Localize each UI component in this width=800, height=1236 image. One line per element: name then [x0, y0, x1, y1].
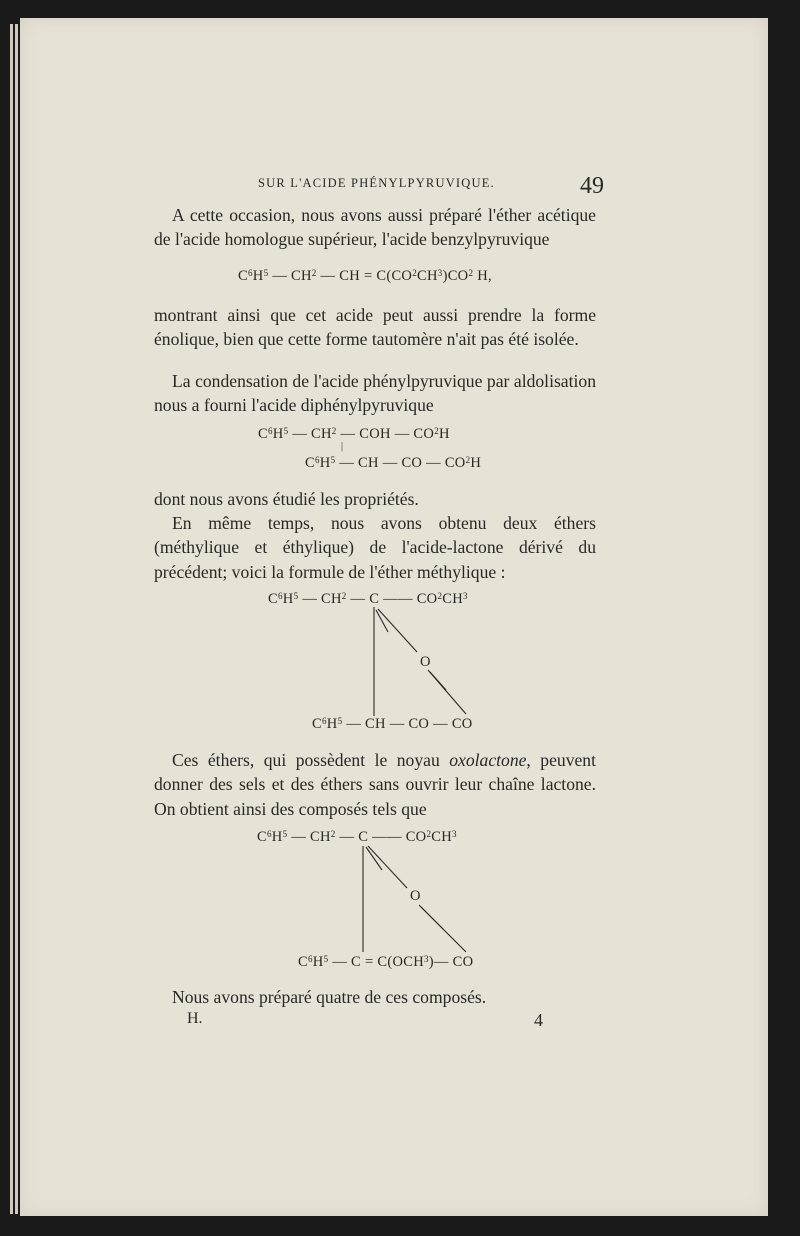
- running-title: SUR L'ACIDE PHÉNYLPYRUVIQUE.: [258, 176, 495, 190]
- formula-oxygen-atom: O: [420, 654, 431, 670]
- paragraph: Nous avons préparé quatre de ces composés.: [172, 987, 487, 1007]
- diagonal-bond: [368, 846, 407, 888]
- diagonal-bond: [378, 609, 417, 652]
- paragraph: Ces éthers, qui possèdent le noyau oxolactone, peuvent donner des sels et des éthers sans ouvrir leur chaîne lactone. On obtient ainsi des composés tels que: [154, 750, 596, 819]
- formula-methyl-ether-bottom: $C^6H^5$ — CH — CO — CO: [312, 716, 473, 732]
- formula-compound-bottom: $C^6H^5$ — $C = C(OCH^3)—$ CO: [298, 954, 474, 970]
- formula-bond-mark: |: [341, 441, 344, 452]
- printer-signature: H.: [187, 1010, 203, 1027]
- formula-compound-top: $C^6H^5$ — $CH^2$ — C —— $CO^2CH^3$: [257, 829, 457, 845]
- page-number: 49: [580, 173, 604, 199]
- paragraph: montrant ainsi que cet acide peut aussi prendre la forme énolique, bien que cette forme tautomère n'ait pas été isolée.: [154, 305, 596, 350]
- paragraph: La condensation de l'acide phénylpyruvique par aldolisation nous a fourni l'acide diphénylpyruvique: [154, 371, 596, 416]
- diagonal-bond: [421, 907, 443, 929]
- paragraph: En même temps, nous avons obtenu deux éthers (méthylique et éthylique) de l'acide-lactone dérivé du précédent; voici la formule de l'éther méthylique :: [154, 513, 596, 582]
- paragraph: dont nous avons étudié les propriétés.: [154, 489, 419, 509]
- formula-diphenylpyruvic-top: $C^6H^5$ — $CH^2$ — COH — $CO^2H$: [258, 426, 450, 442]
- formula-benzylpyruvic-ether: $C^6H^5$ — $CH^2$ — CH = $C(CO^2CH^3)CO^2$ H,: [238, 268, 492, 284]
- diagonal-bond: [430, 672, 446, 690]
- formula-diphenylpyruvic-bottom: $C^6H^5$ — CH — CO — $CO^2H$: [305, 455, 482, 471]
- formula-methyl-ether-top: $C^6H^5$ — $CH^2$ — C —— $CO^2CH^3$: [268, 591, 468, 607]
- paragraph: A cette occasion, nous avons aussi préparé l'éther acétique de l'acide homologue supérieur, l'acide benzylpyruvique: [154, 205, 596, 250]
- sheet-number: 4: [534, 1010, 543, 1030]
- formula-oxygen-atom: O: [410, 888, 421, 904]
